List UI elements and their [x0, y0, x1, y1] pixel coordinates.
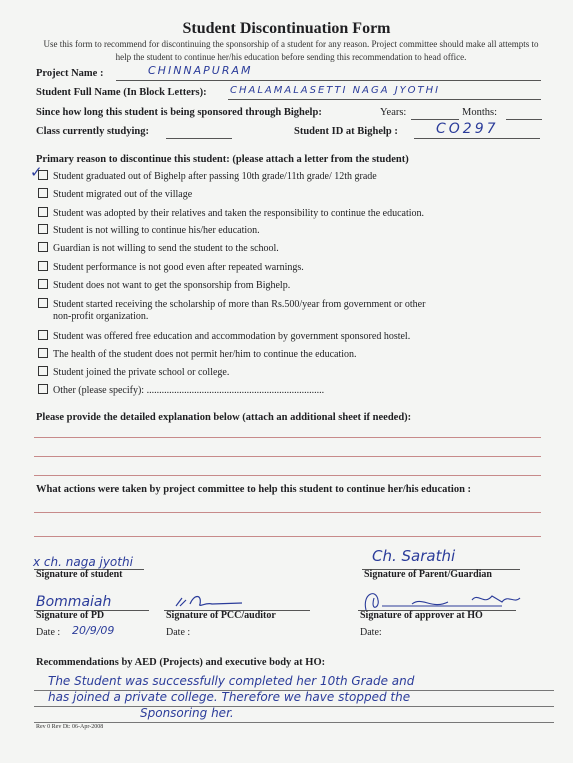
- recommendation-line-3[interactable]: Sponsoring her.: [140, 706, 234, 720]
- student-name-label: Student Full Name (In Block Letters):: [36, 87, 207, 98]
- parent-signature-label: Signature of Parent/Guardian: [364, 569, 492, 580]
- reason-item-other[interactable]: Other (please specify): .......................................................................: [38, 384, 324, 396]
- explanation-line-1[interactable]: [34, 437, 541, 438]
- class-line: [166, 138, 232, 139]
- months-label: Months:: [462, 107, 498, 118]
- checkbox-icon: [38, 348, 48, 358]
- reason-item-not-willing[interactable]: Student is not willing to continue his/her education.: [38, 224, 260, 236]
- student-signature-label: Signature of student: [36, 569, 123, 580]
- checkbox-icon: [38, 261, 48, 271]
- checkbox-icon: [38, 384, 48, 394]
- reason-item-scholarship-cont: non-profit organization.: [53, 311, 149, 322]
- checkbox-icon: [38, 279, 48, 289]
- form-intro: Use this form to recommend for discontinuing the sponsorship of a student for any reason. Project committee should make all attempts to help the student to continue her/his education before sending this recommendation to head office.: [43, 39, 539, 62]
- recommendation-rule-3: [34, 722, 554, 723]
- years-label: Years:: [380, 107, 407, 118]
- form-title: Student Discontinuation Form: [182, 20, 391, 37]
- approver-date-label: Date:: [360, 627, 382, 638]
- student-name-line: [228, 99, 541, 100]
- revision-footer: Rev 0 Rev Dt: 06-Apr-2008: [36, 724, 104, 730]
- student-id-label: Student ID at Bighelp :: [294, 126, 398, 137]
- checkbox-icon: [38, 188, 48, 198]
- recommendation-line-2[interactable]: has joined a private college. Therefore we have stopped the: [48, 690, 411, 704]
- student-id-line: [414, 138, 540, 139]
- checkbox-icon: [38, 366, 48, 376]
- parent-signature: Ch. Sarathi: [372, 547, 456, 565]
- reasons-heading: Primary reason to discontinue this student: (please attach a letter from the student): [36, 154, 409, 165]
- explanation-line-3[interactable]: [34, 475, 541, 476]
- actions-heading: What actions were taken by project committee to help this student to continue her/his education :: [36, 484, 472, 495]
- reason-item-private-school[interactable]: Student joined the private school or college.: [38, 366, 229, 378]
- reason-item-migrated[interactable]: Student migrated out of the village: [38, 188, 192, 200]
- reason-item-performance[interactable]: Student performance is not good even after repeated warnings.: [38, 261, 304, 273]
- pd-date-label: Date :: [36, 627, 61, 638]
- pcc-signature-scribble: [172, 590, 262, 612]
- pd-date-value[interactable]: 20/9/09: [72, 624, 115, 637]
- approver-signature-label: Signature of approver at HO: [360, 610, 483, 621]
- check-mark-icon: ✓: [30, 163, 43, 181]
- actions-line-2[interactable]: [34, 536, 541, 537]
- student-id-value[interactable]: CO297: [436, 121, 499, 137]
- pd-signature-label: Signature of PD: [36, 610, 105, 621]
- checkbox-icon: [38, 207, 48, 217]
- class-label: Class currently studying:: [36, 126, 149, 137]
- years-line: [411, 119, 459, 120]
- pcc-signature-label: Signature of PCC/auditor: [166, 610, 276, 621]
- checkbox-icon: [38, 298, 48, 308]
- pd-signature: Bommaiah: [36, 594, 112, 610]
- project-name-label: Project Name :: [36, 68, 104, 79]
- recommendation-heading: Recommendations by AED (Projects) and executive body at HO:: [36, 657, 326, 668]
- reason-item-no-sponsorship[interactable]: Student does not want to get the sponsorship from Bighelp.: [38, 279, 290, 291]
- reason-item-adopted[interactable]: Student was adopted by their relatives and taken the responsibility to continue the education.: [38, 207, 424, 219]
- explanation-heading: Please provide the detailed explanation below (attach an additional sheet if needed):: [36, 412, 412, 423]
- since-label: Since how long this student is being sponsored through Bighelp:: [36, 107, 322, 118]
- months-line: [506, 119, 542, 120]
- reason-item-health[interactable]: The health of the student does not permit her/him to continue the education.: [38, 348, 357, 360]
- checkbox-icon: [38, 330, 48, 340]
- project-name-line: [116, 80, 541, 81]
- reason-item-scholarship[interactable]: Student started receiving the scholarship of more than Rs.500/year from government or other: [38, 298, 425, 310]
- reason-item-graduated[interactable]: Student graduated out of Bighelp after passing 10th grade/11th grade/ 12th grade: [38, 170, 377, 182]
- recommendation-rule-2: [34, 706, 554, 707]
- checkbox-icon: [38, 242, 48, 252]
- checkbox-icon: [38, 224, 48, 234]
- explanation-line-2[interactable]: [34, 456, 541, 457]
- project-name-value[interactable]: CHINNAPURAM: [148, 64, 253, 77]
- recommendation-line-1[interactable]: The Student was successfully completed her 10th Grade and: [48, 674, 415, 688]
- pcc-date-label: Date :: [166, 627, 191, 638]
- reason-item-hostel[interactable]: Student was offered free education and accommodation by government sponsored hostel.: [38, 330, 410, 342]
- student-signature: x ch. naga jyothi: [33, 555, 133, 569]
- actions-line-1[interactable]: [34, 512, 541, 513]
- checkbox-icon: [38, 170, 48, 180]
- reason-item-guardian[interactable]: Guardian is not willing to send the student to the school.: [38, 242, 279, 254]
- student-name-value[interactable]: CHALAMALASETTI NAGA JYOTHI: [230, 85, 441, 96]
